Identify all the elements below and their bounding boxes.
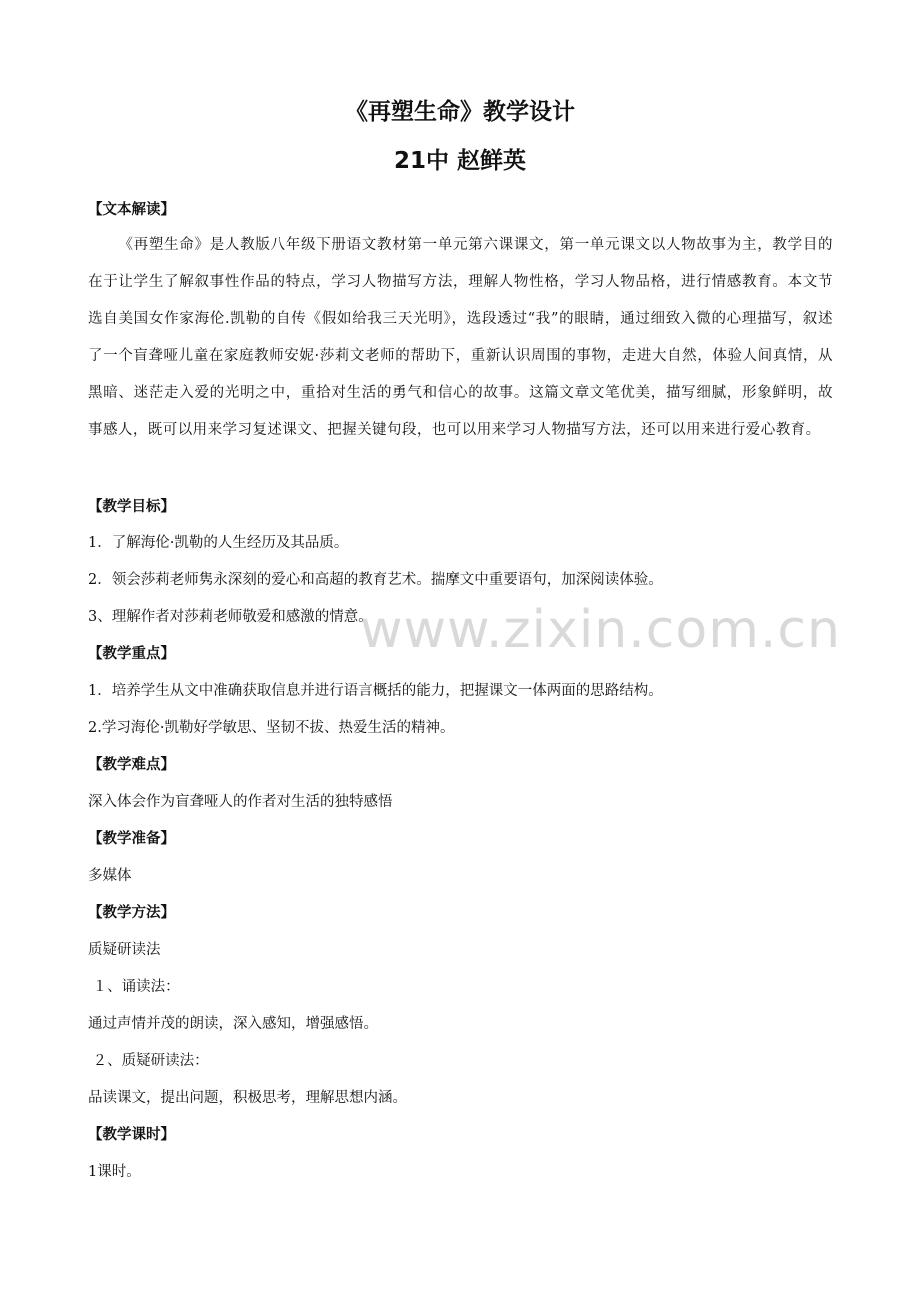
key-point-item-1: 1．培养学生从文中准确获取信息并进行语言概括的能力，把握课文一体两面的思路结构。	[88, 683, 663, 699]
section-heading-key-points: 【教学重点】	[88, 646, 175, 662]
methods-line: ２、质疑研读法：	[88, 1053, 209, 1069]
document-title: 《再塑生命》教学设计	[345, 99, 575, 125]
document-subtitle: 21中 赵鲜英	[393, 148, 526, 174]
methods-line: 品读课文，提出问题，积极思考，理解思想内涵。	[88, 1090, 407, 1106]
section-heading-goals: 【教学目标】	[88, 499, 175, 515]
text-reading-paragraph: 《再塑生命》是人教版八年级下册语文教材第一单元第六课课文，第一单元课文以人物故事为主，教学目的在于让学生了解叙事性作品的特点，学习人物描写方法，理解人物性格，学习人物品格，进行情感教育。本文节选自美国女作家海伦.凯勒的自传《假如给我三天光明》，选段透过“我”的眼睛，通过细致入微的心理描写，叙述了一个盲聋哑儿童在家庭教师安妮·莎莉文老师的帮助下，重新认识周围的事物，走进大自然，体验人间真情，从黑暗、迷茫走入爱的光明之中，重拾对生活的勇气和信心的故事。这篇文章文笔优美，描写细腻，形象鲜明，故事感人，既可以用来学习复述课文、把握关键句段，也可以用来学习人物描写方法，还可以用来进行爱心教育。	[88, 237, 833, 438]
section-heading-preparation: 【教学准备】	[88, 831, 175, 847]
periods-text: 1课时。	[88, 1164, 141, 1180]
goal-item-1: 1．了解海伦·凯勒的人生经历及其品质。	[88, 535, 349, 551]
goal-item-3: 3、理解作者对莎莉老师敬爱和感激的情意。	[88, 609, 373, 625]
methods-line: 通过声情并茂的朗读，深入感知，增强感悟。	[88, 1016, 378, 1032]
goal-item-2: 2．领会莎莉老师隽永深刻的爱心和高超的教育艺术。揣摩文中重要语句，加深阅读体验。	[88, 572, 663, 588]
difficulties-text: 深入体会作为盲聋哑人的作者对生活的独特感悟	[88, 794, 393, 810]
preparation-text: 多媒体	[88, 868, 132, 884]
section-heading-methods: 【教学方法】	[88, 905, 175, 921]
section-heading-text-reading: 【文本解读】	[88, 202, 175, 218]
watermark: www.zixin.com.cn	[360, 600, 841, 660]
section-heading-periods: 【教学课时】	[88, 1127, 175, 1143]
methods-line: 质疑研读法	[88, 942, 161, 958]
methods-line: １、诵读法：	[88, 979, 180, 995]
section-heading-difficulties: 【教学难点】	[88, 757, 175, 773]
key-point-item-2: 2.学习海伦·凯勒好学敏思、坚韧不拔、热爱生活的精神。	[88, 720, 455, 736]
